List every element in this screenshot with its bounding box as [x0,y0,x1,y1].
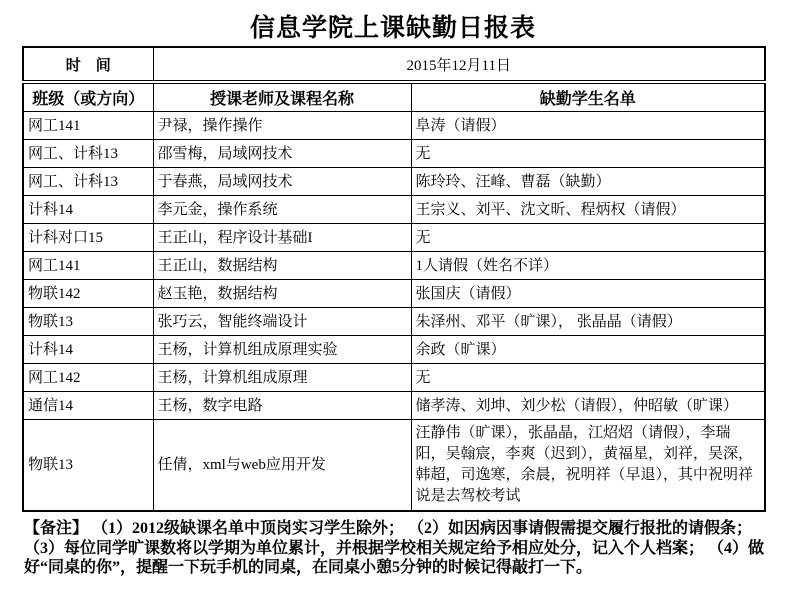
absent-cell: 1人请假（姓名不详） [411,252,765,280]
class-cell: 网工141 [23,112,153,140]
teacher-course-cell: 于春燕，局域网技术 [153,168,411,196]
absent-cell: 张国庆（请假） [411,280,765,308]
header-class: 班级（或方向） [23,82,153,112]
absent-cell: 王宗义、刘平、沈文昕、程炳权（请假） [411,196,765,224]
class-cell: 网工、计科13 [23,168,153,196]
class-cell: 通信14 [23,392,153,420]
class-cell: 网工141 [23,252,153,280]
class-cell: 网工142 [23,364,153,392]
teacher-course-cell: 王正山，程序设计基础I [153,224,411,252]
table-row [23,336,765,364]
table-row [23,224,765,252]
header-absent-list: 缺勤学生名单 [411,82,765,112]
teacher-course-cell: 尹禄，操作操作 [153,112,411,140]
table-row [23,140,765,168]
class-cell: 网工、计科13 [23,140,153,168]
table-row [23,112,765,140]
absent-cell: 无 [411,140,765,168]
time-label: 时 间 [23,47,153,82]
class-cell: 物联13 [23,308,153,336]
table-row [23,280,765,308]
report-table [22,46,766,512]
absent-cell: 汪静伟（旷课），张晶晶，江炤炤（请假），李瑞阳，吴翰宸，李爽（迟到），黄福星，刘祥，吴深，韩超，司逸寒，余晨，祝明祥（早退），其中祝明祥说是去驾校考试 [411,420,765,512]
teacher-course-cell: 王杨，计算机组成原理实验 [153,336,411,364]
table-row [23,252,765,280]
absent-cell: 阜涛（请假） [411,112,765,140]
notes-line: 好“同桌的你”，提醒一下玩手机的同桌，在同桌小憩5分钟的时候记得敲打一下。 [24,559,593,576]
class-cell: 物联142 [23,280,153,308]
table-row [23,364,765,392]
header-teacher-course: 授课老师及课程名称 [153,82,411,112]
notes [24,519,766,578]
absent-cell: 无 [411,224,765,252]
teacher-course-cell: 张巧云，智能终端设计 [153,308,411,336]
table-row [23,392,765,420]
class-cell: 计科14 [23,196,153,224]
date-row [23,47,765,82]
absent-cell: 余政（旷课） [411,336,765,364]
teacher-course-cell: 邵雪梅，局域网技术 [153,140,411,168]
teacher-course-cell: 任倩，xml与web应用开发 [153,420,411,512]
class-cell: 计科对口15 [23,224,153,252]
teacher-course-cell: 王杨，计算机组成原理 [153,364,411,392]
notes-line: （3）每位同学旷课数将以学期为单位累计，并根据学校相关规定给予相应处分，记入个人档案； （4）做 [24,539,765,557]
table-row [23,168,765,196]
absent-cell: 无 [411,364,765,392]
header-row [23,82,765,112]
teacher-course-cell: 赵玉艳，数据结构 [153,280,411,308]
table-row [23,420,765,512]
class-cell: 计科14 [23,336,153,364]
absent-cell: 储孝涛、刘坤、刘少松（请假），仲昭敏（旷课） [411,392,765,420]
absent-cell: 陈玲玲、汪峰、曹磊（缺勤） [411,168,765,196]
table-row [23,308,765,336]
notes-line: 【备注】 （1）2012级缺课名单中顶岗实习学生除外； （2）如因病因事请假需提交履行报批的请假条； [24,520,753,537]
teacher-course-cell: 王杨，数字电路 [153,392,411,420]
absent-cell: 朱泽州、邓平（旷课）， 张晶晶（请假） [411,308,765,336]
teacher-course-cell: 王正山，数据结构 [153,252,411,280]
class-cell: 物联13 [23,420,153,512]
page-title: 信息学院上课缺勤日报表 [249,14,536,42]
table-row [23,196,765,224]
date-value: 2015年12月11日 [153,47,765,82]
teacher-course-cell: 李元金，操作系统 [153,196,411,224]
